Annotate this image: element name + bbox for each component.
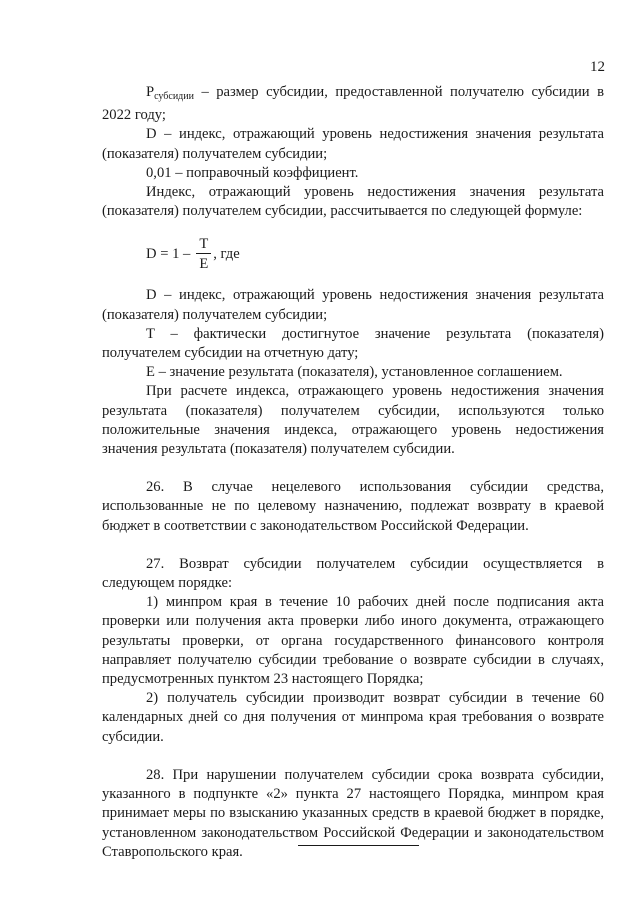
definition-d: D – индекс, отражающий уровень недостижения значения результата (показателя) получателем субсидии;	[102, 126, 604, 162]
formula-fraction	[196, 236, 211, 272]
definition-d-2: D – индекс, отражающий уровень недостижения значения результата (показателя) получателем субсидии;	[102, 287, 604, 323]
symbol-p: P	[146, 84, 155, 100]
document-body	[102, 83, 604, 862]
paragraph-27-intro: 27. Возврат субсидии получателем субсидии осуществляется в следующем порядке:	[102, 555, 604, 592]
formula-suffix: , где	[213, 245, 240, 262]
formula-intro: Индекс, отражающий уровень недостижения значения результата (показателя) получателем субсидии, рассчитывается по следующей формуле:	[102, 184, 604, 220]
paragraph-27-item-2: 2) получатель субсидии производит возврат субсидии в течение 60 календарных дней со дня получения от минпрома края требования о возврате субсидии.	[102, 690, 604, 745]
definition-p-subsidy	[102, 83, 604, 125]
closing-divider	[298, 845, 419, 846]
formula-lhs: D = 1 –	[146, 245, 191, 262]
definition-p-text: – размер субсидии, предоставленной получателю субсидии в 2022 году;	[102, 84, 604, 124]
paragraph-27-item-1: 1) минпром края в течение 10 рабочих дней после подписания акта проверки или получения акта проверки либо иного документа, отражающего результаты проверки, от органа государственного финансового контроля направляет получателю субсидии требование о возврате субсидии в случаях, предусмотренных пунктом 23 настоящего Порядка;	[102, 594, 604, 688]
page-number: 12	[590, 59, 605, 75]
formula-numerator: T	[196, 236, 211, 254]
index-calculation-note: При расчете индекса, отражающего уровень недостижения значения результата (показателя) получателем субсидии, используются только положительные значения индекса, отражающего уровень недостижения значения результата (показателя) получателем субсидии.	[102, 383, 604, 458]
definition-t: T – фактически достигнутое значение результата (показателя) получателем субсидии на отчетную дату;	[102, 325, 604, 362]
symbol-p-subscript: субсидии	[154, 91, 194, 102]
definition-coefficient: 0,01 – поправочный коэффициент.	[146, 164, 359, 181]
definition-e: E – значение результата (показателя), установленное соглашением.	[146, 364, 563, 381]
paragraph-28: 28. При нарушении получателем субсидии срока возврата субсидии, указанного в подпункте «2» пункта 27 настоящего Порядка, минпром края принимает меры по взысканию указанных средств в краевой бюджет в порядке, установленном законодательством Российской Федерации и законодательством Ставропольского края.	[102, 766, 604, 860]
formula-denominator: E	[199, 256, 209, 273]
paragraph-26: 26. В случае нецелевого использования субсидии средства, использованные не по целевому назначению, подлежат возврату в краевой бюджет в соответствии с законодательством Российской Федерации.	[102, 479, 604, 534]
formula	[146, 234, 604, 274]
